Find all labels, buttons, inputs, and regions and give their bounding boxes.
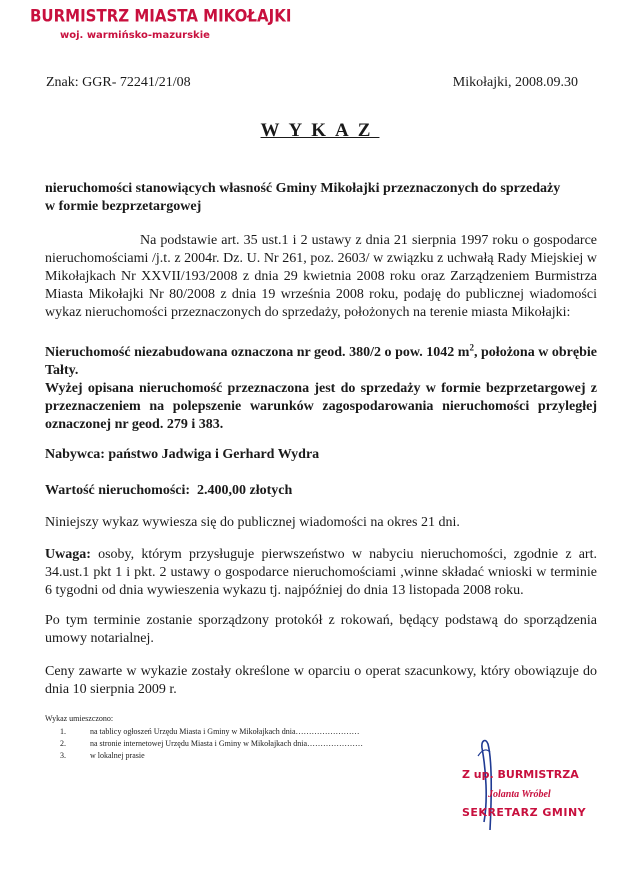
subtitle-line-1: nieruchomości stanowiących własność Gminy Mikołajki przeznaczonych do sprzedaży	[45, 181, 561, 196]
document-title: WYKAZ	[260, 120, 380, 141]
list-item-text: na tablicy ogłoszeń Urzędu Miasta i Gminy w Mikołajkach dnia……………………	[90, 727, 360, 736]
property-purpose: Wyżej opisana nieruchomość przeznaczona jest do sprzedaży w formie bezprzetargowej z przeznaczeniem na polepszenie warunków zagospodarowania nieruchomości przyległej oznaczonej nr geod. 279 i 383.	[45, 381, 597, 432]
property-description	[45, 344, 597, 380]
list-item-text: na stronie internetowej Urzędu Miasta i Gminy w Mikołajkach dnia…………………	[90, 739, 364, 748]
property-location: , położona w obrębie Tałty.	[45, 345, 597, 378]
list-item-number: 2.	[60, 739, 66, 748]
value-amount: 2.400,00 złotych	[197, 483, 293, 498]
posting-locations-heading: Wykaz umieszczono:	[45, 714, 114, 723]
place-date: Mikołajki, 2008.09.30	[452, 75, 578, 90]
priority-note	[45, 546, 597, 600]
list-item	[60, 738, 460, 750]
posting-locations-list	[60, 726, 460, 762]
price-valuation-paragraph: Ceny zawarte w wykazie zostały określone w oparciu o operat szacunkowy, który obowiązuje do dnia 10 sierpnia 2009 r.	[45, 664, 597, 697]
note-text: osoby, którym przysługuje pierwszeństwo w nabyciu nieruchomości, zgodnie z art. 34.ust.1 pkt 1 i pkt. 2 ustawy o gospodarce nieruchomościami ,winne składać wnioski w terminie 6 tygodni od dnia wywieszenia wykazu tj. najpóźniej do dnia 13 listopada 2008 roku.	[45, 547, 597, 598]
buyer-line: Nabywca: państwo Jadwiga i Gerhard Wydra	[45, 447, 320, 462]
protocol-paragraph: Po tym terminie zostanie sporządzony protokół z rokowań, będący podstawą do sporządzenia umowy notarialnej.	[45, 613, 597, 646]
list-item-number: 1.	[60, 727, 66, 736]
signature-stamp-title: Z up. BURMISTRZA	[462, 768, 579, 781]
property-text: Nieruchomość niezabudowana oznaczona nr geod. 380/2 o pow. 1042 m	[45, 345, 470, 360]
posting-period: Niniejszy wykaz wywiesza się do publicznej wiadomości na okres 21 dni.	[45, 515, 460, 530]
list-item-number: 3.	[60, 751, 66, 760]
handwritten-signature	[470, 730, 530, 840]
list-item	[60, 750, 460, 762]
office-stamp-title: BURMISTRZ MIASTA MIKOŁAJKI	[30, 6, 292, 26]
reference-number: Znak: GGR- 72241/21/08	[46, 75, 191, 90]
list-item	[60, 726, 460, 738]
legal-basis-paragraph: Na podstawie art. 35 ust.1 i 2 ustawy z dnia 21 sierpnia 1997 roku o gospodarce nieruchomościami /j.t. z 2004r. Dz. U. Nr 261, poz. 2603/ w związku z uchwałą Rady Miejskiej w Mikołajkach Nr XXVII/193/2008 z dnia 29 kwietnia 2008 roku oraz Zarządzeniem Burmistrza Miasta Mikołajki Nr 80/2008 z dnia 19 września 2008 roku, podaję do publicznej wiadomości wykaz nieruchomości przeznaczonych do sprzedaży, położonych na terenie miasta Mikołajki:	[45, 233, 597, 320]
note-label: Uwaga:	[45, 547, 91, 562]
value-label: Wartość nieruchomości:	[45, 483, 191, 498]
area-unit-superscript: 2	[469, 342, 474, 353]
signature-stamp-name: Jolanta Wróbel	[488, 789, 551, 800]
document-subtitle	[45, 180, 597, 216]
property-value	[45, 482, 597, 500]
office-stamp-region: woj. warmińsko-mazurskie	[60, 30, 210, 41]
list-item-text: w lokalnej prasie	[90, 751, 145, 760]
subtitle-line-2: w formie bezprzetargowej	[45, 199, 202, 214]
signature-stamp-office: SEKRETARZ GMINY	[462, 806, 587, 819]
